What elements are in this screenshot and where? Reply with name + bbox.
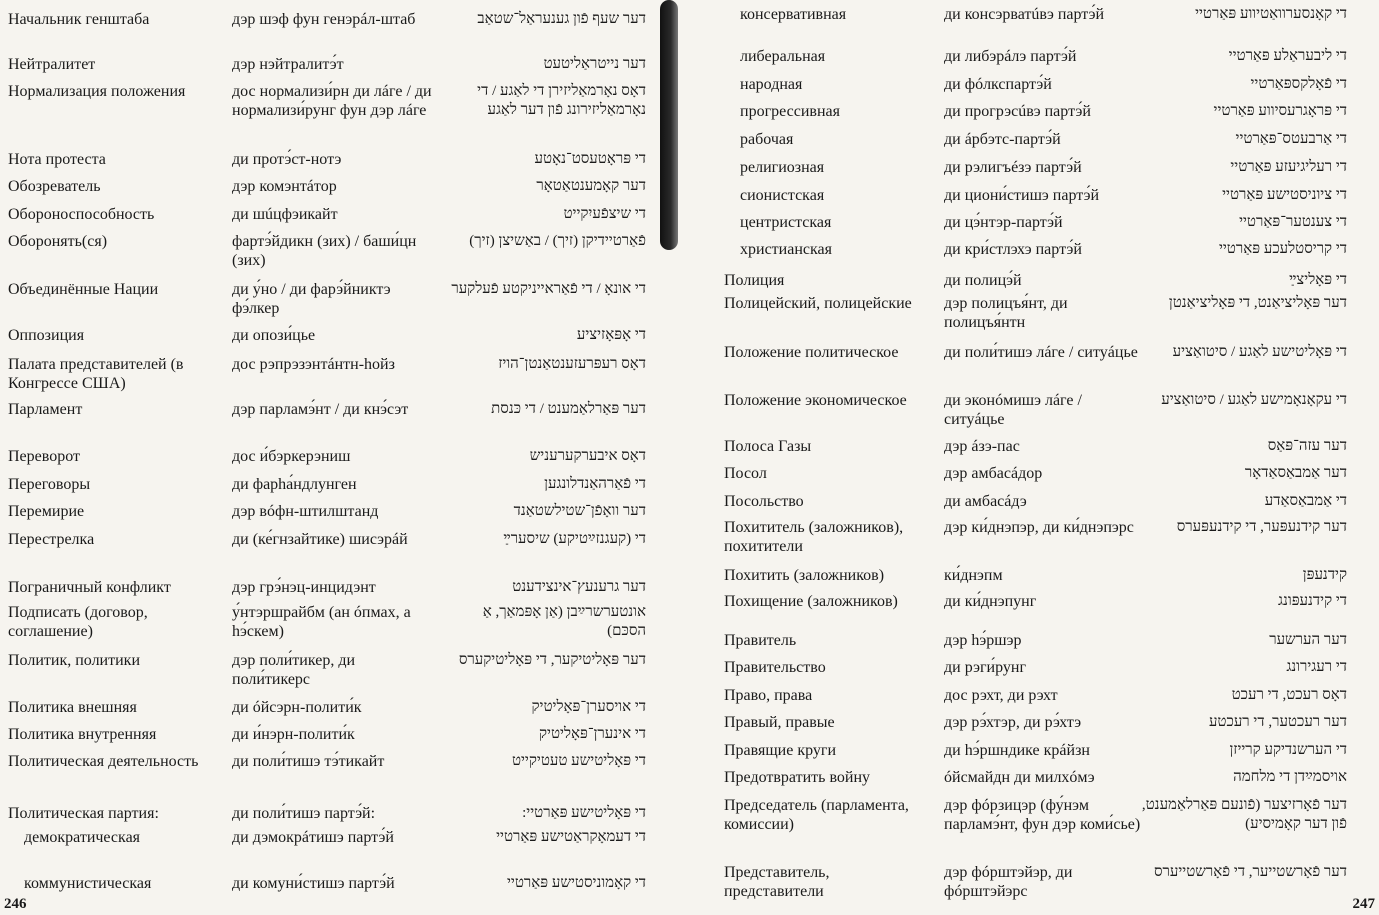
transliteration: ди ки́днэпунг xyxy=(944,593,1037,610)
russian-term: Подписать (договор, соглашение) xyxy=(8,604,148,640)
russian-term: центристская xyxy=(740,214,832,231)
russian-term: Правящие круги xyxy=(724,742,837,759)
transliteration: ди опози́цье xyxy=(232,327,316,344)
yiddish-term: קידנעפּן xyxy=(1302,567,1347,583)
transliteration: ди цэ́нтэр-партэ́й xyxy=(944,214,1063,231)
transliteration: ди фарhа́ндлунген xyxy=(232,476,357,493)
yiddish-term: דער נייטראַליטעט xyxy=(543,56,646,72)
yiddish-term: דער קאָמענטאַטאָר xyxy=(536,178,646,194)
transliteration: дэр фóрзицэр (фу́нэм парламэ́нт, фун дэр коми́сье) xyxy=(944,797,1141,833)
russian-term: Перемирие xyxy=(8,503,85,520)
russian-term: Право, права xyxy=(724,687,813,704)
russian-term: Политическая деятельность xyxy=(8,753,199,770)
russian-term: Оборонять(ся) xyxy=(8,233,108,250)
transliteration: дэр áзэ-пас xyxy=(944,438,1020,455)
russian-term: либеральная xyxy=(740,48,826,65)
yiddish-term: דאָס רעכט, די רעכט xyxy=(1231,687,1347,703)
transliteration: ди (ке́гнзайтике) шисэрáй xyxy=(232,531,408,548)
russian-term: прогрессивная xyxy=(740,103,840,120)
russian-term: Посольство xyxy=(724,493,804,510)
russian-term: Похищение (заложников) xyxy=(724,593,898,610)
yiddish-term: די שיצפֿעיִקייט xyxy=(563,206,646,222)
russian-term: Правый, правые xyxy=(724,714,835,731)
russian-term: рабочая xyxy=(740,131,794,148)
yiddish-term: די קאָמוניסטישע פּאַרטיי xyxy=(506,875,646,891)
transliteration: ди амбасáдэ xyxy=(944,493,1027,510)
yiddish-term: די אָפּאָזיציע xyxy=(576,327,646,343)
russian-term: христианская xyxy=(740,241,832,258)
yiddish-term: די רעליגיעזע פּאַרטיי xyxy=(1230,159,1347,175)
yiddish-term: דער פּאָליטיקער, די פּאָליטיקערס xyxy=(458,652,646,668)
russian-term: Обороноспособность xyxy=(8,206,155,223)
transliteration: дэр вóфн-штилштанд xyxy=(232,503,379,520)
transliteration: óйсмайдн ди милхóмэ xyxy=(944,769,1095,786)
russian-term: Полиция xyxy=(724,272,785,289)
transliteration: ди кри́стлэхэ партэ́й xyxy=(944,241,1082,258)
transliteration: ди эконóмишэ лáге / ситуáцье xyxy=(944,392,1082,428)
left-page xyxy=(0,0,664,915)
transliteration: дэр парламэ́нт / ди кнэ́сэт xyxy=(232,401,409,418)
transliteration: ди фóлкспартэ́й xyxy=(944,76,1052,93)
russian-term: Начальник генштаба xyxy=(8,11,150,28)
russian-term: Политическая партия: xyxy=(8,805,159,822)
yiddish-term: די הערשנדיקע קרייזן xyxy=(1229,742,1347,758)
transliteration: ди полицэ́й xyxy=(944,272,1022,289)
russian-term: Посол xyxy=(724,465,767,482)
russian-term: Нормализация положения xyxy=(8,83,186,100)
transliteration: ди и́нэрн-полити́к xyxy=(232,726,355,743)
yiddish-term: די פּאָליטישע לאַגע / סיטואַציע xyxy=(1172,344,1347,360)
yiddish-term: די פֿאָלקספּאַרטיי xyxy=(1250,76,1347,92)
page-number: 246 xyxy=(4,896,27,912)
yiddish-term: דאָס איבערקערעניש xyxy=(529,448,646,464)
yiddish-term: דער פּאָליציאַנט, די פּאָליציאַנטן xyxy=(1168,295,1347,311)
yiddish-term: די קריסטלעכע פּאַרטיי xyxy=(1218,241,1347,257)
transliteration: дэр полицъя́нт, ди полицъя́нтн xyxy=(944,295,1068,331)
yiddish-term: די אויסערן־פּאָליטיק xyxy=(531,699,646,715)
yiddish-term: אונטערשרײַבן (אַן אָפּמאַך, אַ הסכּם) xyxy=(482,604,646,639)
yiddish-term: די צענטער־פּאַרטיי xyxy=(1239,214,1347,230)
transliteration: ди комуни́стишэ партэ́й xyxy=(232,875,395,892)
transliteration: дос рэпрэзэнтáнтн-hойз xyxy=(232,356,395,373)
russian-term: Нейтралитет xyxy=(8,56,96,73)
russian-term: народная xyxy=(740,76,803,93)
transliteration: ди óйсэрн-полити́к xyxy=(232,699,362,716)
page-number: 247 xyxy=(1352,896,1375,912)
yiddish-term: דער הערשער xyxy=(1269,632,1347,648)
russian-term: Переворот xyxy=(8,448,80,465)
transliteration: ди циони́стишэ партэ́й xyxy=(944,187,1100,204)
yiddish-term: די דעמאָקראַטישע פּאַרטיי xyxy=(496,829,646,845)
yiddish-term: דער עזה־פּאַס xyxy=(1267,438,1347,454)
transliteration: ди поли́тишэ тэ́тикайт xyxy=(232,753,385,770)
yiddish-term: די קאָנסערוואַטיווע פּאַרטיי xyxy=(1195,6,1347,22)
yiddish-term: די רעגירונג xyxy=(1286,659,1347,675)
yiddish-term: דער פּאַרלאַמענט / די כּנסת xyxy=(491,401,646,417)
transliteration: дэр ки́днэпэр, ди ки́днэпэрс xyxy=(944,519,1134,536)
yiddish-term: דער פֿאָרזיצער (פֿונעם פּאַרלאַמענט, פֿון דער קאָמיסיע) xyxy=(1141,797,1347,832)
yiddish-term: דער שעף פֿון גענעראַל־שטאַב xyxy=(477,11,646,27)
yiddish-term: דער קידנעפּער, די קידנעפּערס xyxy=(1176,519,1347,535)
russian-term: Перестрелка xyxy=(8,531,95,548)
transliteration: у́нтэршрайбм (ан óпмах, а hэ́скем) xyxy=(232,604,411,640)
russian-term: Оппозиция xyxy=(8,327,85,344)
transliteration: дэр фóрштэйэр, ди фóрштэйэрс xyxy=(944,864,1073,900)
transliteration: дэр поли́тикер, ди поли́тикерс xyxy=(232,652,356,688)
russian-term: сионистская xyxy=(740,187,825,204)
russian-term: коммунистическая xyxy=(24,875,152,892)
yiddish-term: די אַרבעטס־פּאַרטיי xyxy=(1235,131,1347,147)
yiddish-term: די עקאָנאָמישע לאַגע / סיטואַציע xyxy=(1161,392,1347,408)
yiddish-term: די (קעגנזײַטיקע) שיסערײַ xyxy=(503,531,646,547)
transliteration: дэр рэ́хтэр, ди рэ́хтэ xyxy=(944,714,1082,731)
russian-term: Переговоры xyxy=(8,476,91,493)
russian-term: Представитель, представители xyxy=(724,864,830,900)
yiddish-term: דער רעכטער, די רעכטע xyxy=(1208,714,1347,730)
transliteration: дэр нэйтралитэ́т xyxy=(232,56,344,73)
russian-term: Нота протеста xyxy=(8,151,106,168)
transliteration: ди шúцфэикайт xyxy=(232,206,338,223)
transliteration: дэр амбасáдор xyxy=(944,465,1043,482)
transliteration: ди рэги́рунг xyxy=(944,659,1027,676)
transliteration: дос и́бэркерэниш xyxy=(232,448,351,465)
russian-term: Предотвратить войну xyxy=(724,769,871,786)
yiddish-term: דער וואָפֿן־שטילשטאַנד xyxy=(513,503,646,519)
russian-term: Положение политическое xyxy=(724,344,899,361)
transliteration: ки́днэпм xyxy=(944,567,1003,584)
yiddish-term: דער אַמבאַסאַדאָר xyxy=(1244,465,1347,481)
russian-term: Похититель (заложников), похитители xyxy=(724,519,904,555)
transliteration: ди прогрэсúвэ партэ́й xyxy=(944,103,1091,120)
transliteration: ди поли́тишэ партэ́й: xyxy=(232,805,376,822)
russian-term: Полоса Газы xyxy=(724,438,812,455)
russian-term: Палата представителей (в Конгрессе США) xyxy=(8,356,184,392)
yiddish-term: דער גרענעץ־אינצידענט xyxy=(512,579,646,595)
russian-term: Полицейский, полицейские xyxy=(724,295,912,312)
transliteration: дэр грэ́нэц-инцидэнт xyxy=(232,579,376,596)
transliteration: ди áрбэтс-партэ́й xyxy=(944,131,1061,148)
yiddish-term: די ציוניסטישע פּאַרטיי xyxy=(1222,187,1347,203)
transliteration: ди у́но / ди фарэ́йниктэ фэ́лкер xyxy=(232,281,391,317)
russian-term: Правитель xyxy=(724,632,797,649)
yiddish-term: די פּאָליצײַ xyxy=(1289,272,1347,288)
yiddish-term: די אַמבאַסאַדע xyxy=(1264,493,1347,509)
transliteration: дэр шэф фун генэрáл-штаб xyxy=(232,11,416,28)
yiddish-term: די קידנעפּונג xyxy=(1278,593,1347,609)
transliteration: дос рэхт, ди рэхт xyxy=(944,687,1058,704)
transliteration: дос нормализи́рн ди лáге / ди нормализи́рунг фун дэр лáге xyxy=(232,83,432,119)
yiddish-term: די פֿאַרהאַנדלונגען xyxy=(544,476,646,492)
transliteration: ди дэмокрáтишэ партэ́й xyxy=(232,829,394,846)
book-spine-shadow xyxy=(660,0,678,250)
russian-term: религиозная xyxy=(740,159,825,176)
transliteration: ди консэрватúвэ партэ́й xyxy=(944,6,1105,23)
russian-term: Политика внешняя xyxy=(8,699,137,716)
yiddish-term: די אינערן־פּאָליטיק xyxy=(539,726,646,742)
transliteration: ди рэлигъéзэ партэ́й xyxy=(944,159,1082,176)
yiddish-term: פֿאַרטיידיקן (זיך) / באַשיצן (זיך) xyxy=(469,233,646,249)
russian-term: Пограничный конфликт xyxy=(8,579,171,596)
transliteration: дэр комэнтáтор xyxy=(232,178,337,195)
yiddish-term: די פּראָטעסט־נאָטע xyxy=(534,151,646,167)
transliteration: ди либэрáлэ партэ́й xyxy=(944,48,1077,65)
russian-term: демократическая xyxy=(24,829,141,846)
yiddish-term: די פּראָגרעסיווע פּאַרטיי xyxy=(1213,103,1347,119)
russian-term: Политика внутренняя xyxy=(8,726,157,743)
yiddish-term: דאָס רעפּרעזענטאַנטן־הויז xyxy=(498,356,646,372)
transliteration: дэр hэ́ршэр xyxy=(944,632,1022,649)
russian-term: Положение экономическое xyxy=(724,392,907,409)
russian-term: Правительство xyxy=(724,659,826,676)
russian-term: консервативная xyxy=(740,6,847,23)
transliteration: фартэ́йдикн (зих) / баши́цн (зих) xyxy=(232,233,417,269)
russian-term: Объединённые Нации xyxy=(8,281,159,298)
yiddish-term: די פּאָליטישע פּאַרטיי: xyxy=(522,805,646,821)
right-page xyxy=(712,0,1379,915)
russian-term: Парламент xyxy=(8,401,83,418)
russian-term: Обозреватель xyxy=(8,178,101,195)
yiddish-term: אויסמײַדן די מלחמה xyxy=(1233,769,1347,785)
russian-term: Председатель (парламента, комиссии) xyxy=(724,797,909,833)
transliteration: ди hэ́ршндике крáйзн xyxy=(944,742,1090,759)
yiddish-term: דאָס נאָרמאַליזירן די לאַגע / די נאָרמאַליזירונג פֿון דער לאַגע xyxy=(477,83,646,118)
transliteration: ди поли́тишэ лáге / ситуáцье xyxy=(944,344,1138,361)
russian-term: Политик, политики xyxy=(8,652,141,669)
yiddish-term: דער פֿאָרשטייער, די פֿאָרשטייערס xyxy=(1153,864,1347,880)
yiddish-term: די אונאָ / די פֿאַראייניקטע פֿעלקער xyxy=(451,281,646,297)
yiddish-term: די פּאָליטישע טעטיקייט xyxy=(511,753,646,769)
transliteration: ди протэ́ст-нотэ xyxy=(232,151,342,168)
russian-term: Похитить (заложников) xyxy=(724,567,885,584)
yiddish-term: די ליבעראַלע פּאַרטיי xyxy=(1228,48,1347,64)
